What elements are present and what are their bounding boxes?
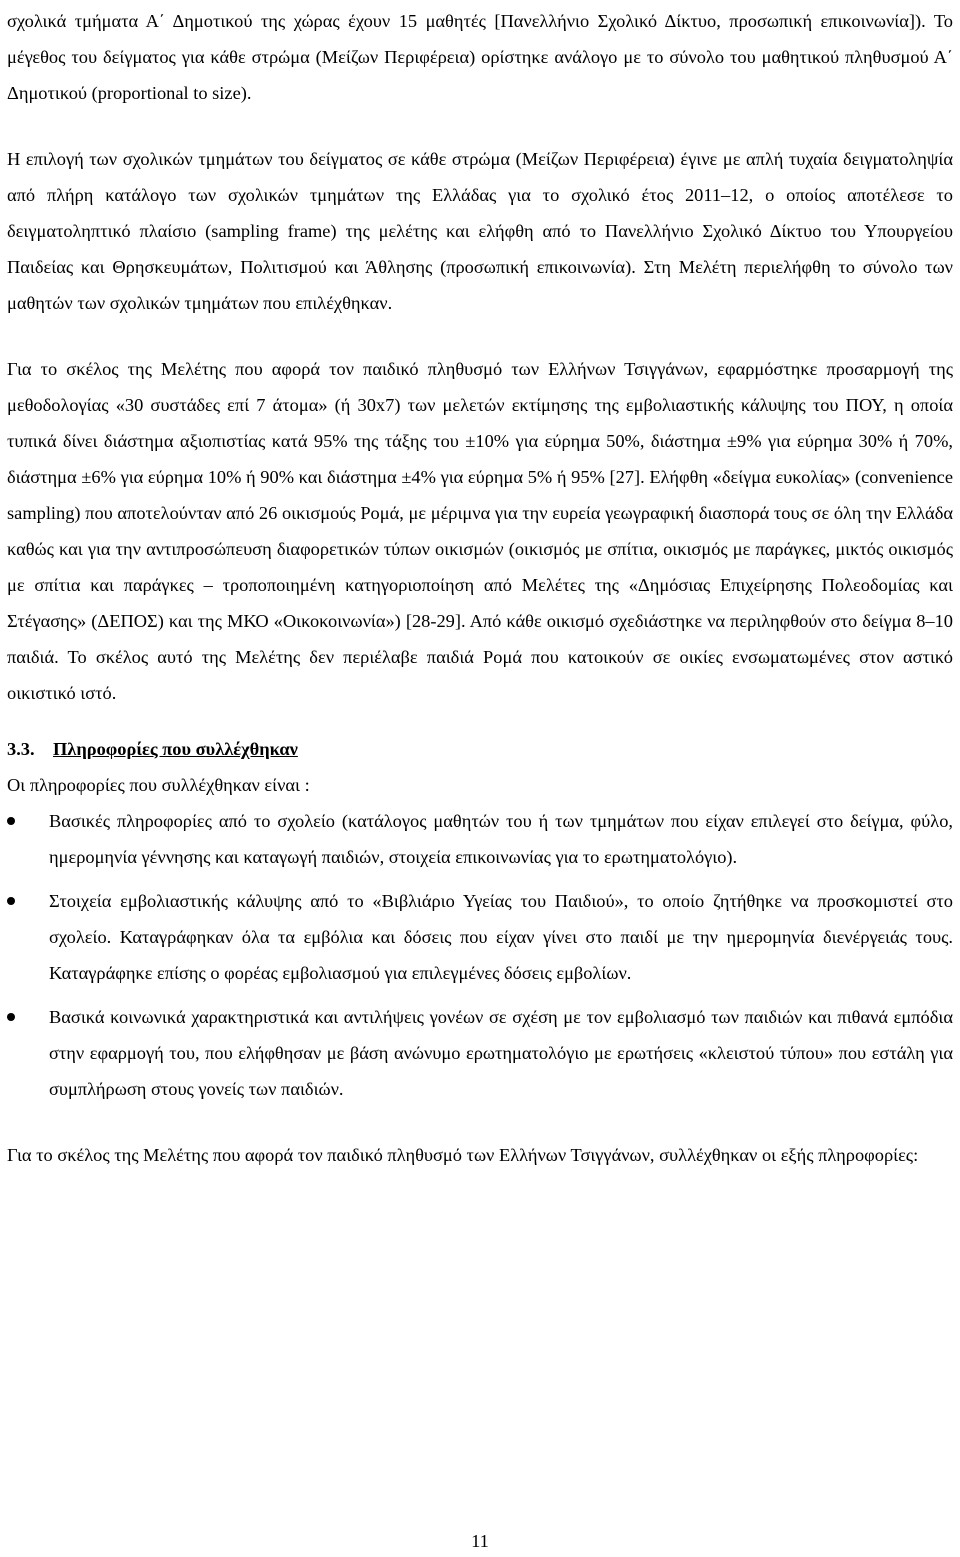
section-intro: Οι πληροφορίες που συλλέχθηκαν είναι :	[7, 775, 310, 795]
section-heading	[7, 731, 953, 767]
paragraph-sample-size: σχολικά τμήματα Α΄ Δημοτικού της χώρας έχουν 15 μαθητές [Πανελλήνιο Σχολικό Δίκτυο, προσωπική επικοινωνία]). Το μέγεθος του δείγματος για κάθε στρώμα (Μείζων Περιφέρεια) ορίστηκε ανάλογο με το σύνολο του μαθητικού πληθυσμού Α΄ Δημοτικού (proportional to size).	[7, 11, 953, 103]
section-number: 3.3.	[7, 739, 35, 759]
list-item-text: Βασικές πληροφορίες από το σχολείο (κατάλογος μαθητών του ή των τμημάτων που είχαν επιλεγεί στο δείγμα, φύλο, ημερομηνία γέννησης και καταγωγή παιδιών, στοιχεία επικοινωνίας για το ερωτηματολόγιο).	[49, 811, 953, 867]
page-number: 11	[471, 1531, 489, 1551]
paragraph-roma-methodology: Για το σκέλος της Μελέτης που αφορά τον παιδικό πληθυσμό των Ελλήνων Τσιγγάνων, εφαρμόστηκε προσαρμογή της μεθοδολογίας «30 συστάδες επί 7 άτομα» (ή 30x7) των μελετών εκτίμησης της εμβολιαστικής κάλυψης του ΠΟΥ, η οποία τυπικά δίνει διάστημα αξιοπιστίας κατά 95% της τάξης του ±10% για εύρημα 50%, διάστημα ±9% για εύρημα 30% ή 70%, διάστημα ±6% για εύρημα 10% ή 90% και διάστημα ±4% για εύρημα 5% ή 95% [27]. Ελήφθη «δείγμα ευκολίας» (convenience sampling) που αποτελούνταν από 26 οικισμούς Ρομά, με μέριμνα για την ευρεία γεωγραφική διασπορά τους σε όλη την Ελλάδα καθώς και για την αντιπροσώπευση διαφορετικών τύπων οικισμών (οικισμός με σπίτια, οικισμός με παράγκες, μικτός οικισμός με σπίτια και παράγκες ‒ τροποποιημένη κατηγοριοποίηση από Μελέτες της «Δημόσιας Επιχείρησης Πολεοδομίας και Στέγασης» (ΔΕΠΟΣ) και της ΜΚΟ «Οικοκοινωνία») [28-29]. Από κάθε οικισμό σχεδιάστηκε να περιληφθούν στο δείγμα 8‒10 παιδιά. Το σκέλος αυτό της Μελέτης δεν περιέλαβε παιδιά Ρομά που κατοικούν σε οικίες ενσωματωμένες στον αστικό οικιστικό ιστό.	[7, 359, 953, 703]
bullet-dot-icon	[7, 817, 15, 825]
document-page	[7, 0, 953, 1173]
bullet-dot-icon	[7, 1013, 15, 1021]
paragraph-closing: Για το σκέλος της Μελέτης που αφορά τον παιδικό πληθυσμό των Ελλήνων Τσιγγάνων, συλλέχθηκαν οι εξής πληροφορίες:	[7, 1145, 919, 1165]
list-item	[7, 999, 953, 1107]
info-bullet-list	[7, 803, 953, 1107]
list-item-text: Στοιχεία εμβολιαστικής κάλυψης από το «Βιβλιάριο Υγείας του Παιδιού», το οποίο ζητήθηκε να προσκομιστεί στο σχολείο. Καταγράφηκαν όλα τα εμβόλια και δόσεις που είχαν γίνει στο παιδί με την ημερομηνία διενέργειάς τους. Καταγράφηκε επίσης ο φορέας εμβολιασμού για επιλεγμένες δόσεις εμβολίων.	[49, 891, 953, 983]
bullet-dot-icon	[7, 897, 15, 905]
list-item	[7, 883, 953, 991]
paragraph-sampling-frame: Η επιλογή των σχολικών τμημάτων του δείγματος σε κάθε στρώμα (Μείζων Περιφέρεια) έγινε με απλή τυχαία δειγματοληψία από πλήρη κατάλογο των σχολικών τμημάτων της Ελλάδας για το σχολικό έτος 2011‒12, ο οποίος αποτέλεσε το δειγματοληπτικό πλαίσιο (sampling frame) της μελέτης και ελήφθη από το Πανελλήνιο Σχολικό Δίκτυο του Υπουργείου Παιδείας και Θρησκευμάτων, Πολιτισμού και Άθλησης (προσωπική επικοινωνία). Στη Μελέτη περιελήφθη το σύνολο των μαθητών των σχολικών τμημάτων που επιλέχθηκαν.	[7, 149, 953, 313]
section-title: Πληροφορίες που συλλέχθηκαν	[52, 739, 298, 759]
list-item	[7, 803, 953, 875]
list-item-text: Βασικά κοινωνικά χαρακτηριστικά και αντιλήψεις γονέων σε σχέση με τον εμβολιασμό των παιδιών και πιθανά εμπόδια στην εφαρμογή του, που ελήφθησαν με βάση ανώνυμο ερωτηματολόγιο με ερωτήσεις «κλειστού τύπου» που εστάλη για συμπλήρωση στους γονείς των παιδιών.	[49, 1007, 953, 1099]
